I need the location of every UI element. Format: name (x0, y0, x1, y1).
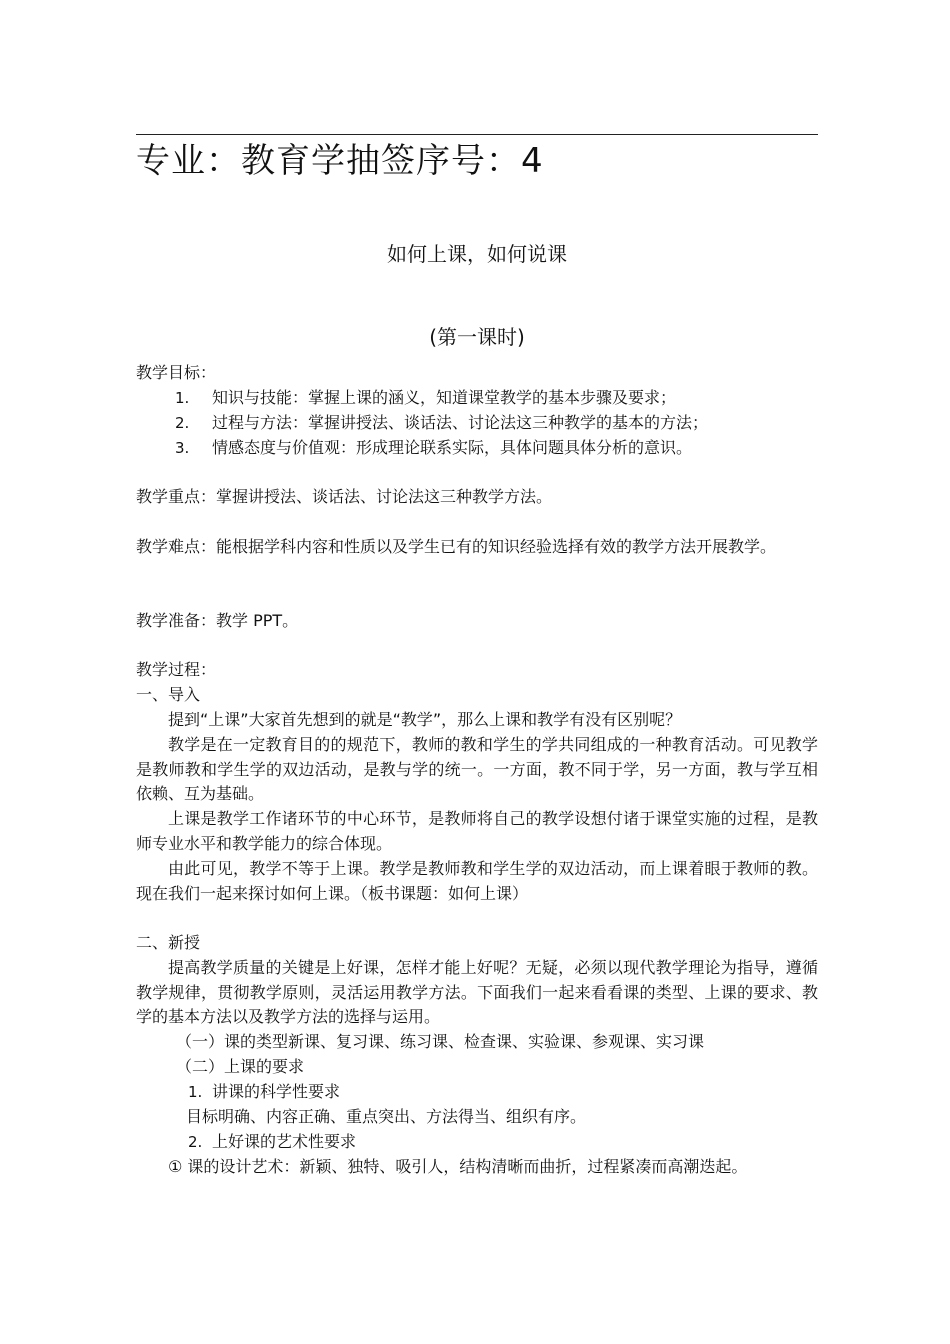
intro-heading: 一、导入 (136, 685, 201, 704)
objective-item: 过程与方法：掌握讲授法、谈话法、讨论法这三种教学的基本的方法； (212, 413, 709, 432)
difficulty-paragraph: 教学难点：能根据学科内容和性质以及学生已有的知识经验选择有效的教学方法开展教学。 (136, 537, 777, 556)
intro-paragraph: 提到“上课”大家首先想到的就是“教学”，那么上课和教学有没有区别呢？ (168, 710, 682, 729)
objectives-heading: 教学目标： (136, 363, 217, 382)
requirement-title: 上好课的艺术性要求 (212, 1132, 357, 1151)
objective-number: 2. (175, 414, 190, 432)
objective-number: 1. (175, 389, 190, 407)
intro-paragraph: 教学是在一定教育目的的规范下，教师的教和学生的学共同组成的一种教育活动。可见教学是教师教和学生学的双边活动，是教与学的统一。一方面，教不同于学，另一方面，教与学互相依赖、互为基础。 (136, 735, 818, 803)
lesson-period: (第一课时) (429, 325, 525, 349)
lesson-title: 如何上课，如何说课 (387, 242, 567, 266)
requirements-heading: （二）上课的要求 (176, 1057, 305, 1076)
page-header-title: 专业：教育学抽签序号：4 (136, 141, 544, 181)
header-rule (136, 134, 818, 135)
requirement-number: 2. (188, 1133, 203, 1151)
intro-paragraph: 上课是教学工作诸环节的中心环节，是教师将自己的教学设想付诸于课堂实施的过程，是教师专业水平和教学能力的综合体现。 (136, 809, 818, 853)
preparation: 教学准备：教学 PPT。 (136, 611, 299, 630)
requirement-title: 讲课的科学性要求 (212, 1082, 341, 1101)
requirement-detail: 目标明确、内容正确、重点突出、方法得当、组织有序。 (186, 1107, 587, 1126)
requirement-number: 1. (188, 1083, 203, 1101)
lesson-types: （一）课的类型新课、复习课、练习课、检查课、实验课、参观课、实习课 (176, 1032, 705, 1051)
intro-paragraph: 由此可见，教学不等于上课。教学是教师教和学生学的双边活动，而上课着眼于教师的教。现在我们一起来探讨如何上课。（板书课题：如何上课） (136, 859, 818, 903)
new-lesson-paragraph: 提高教学质量的关键是上好课，怎样才能上好呢？无疑，必须以现代教学理论为指导，遵循教学规律，贯彻教学原则，灵活运用教学方法。下面我们一起来看看课的类型、上课的要求、教学的基本方法以及教学方法的选择与运用。 (136, 958, 818, 1026)
new-lesson-heading: 二、新授 (136, 933, 201, 952)
requirement-detail: ① 课的设计艺术：新颖、独特、吸引人，结构清晰而曲折，过程紧凑而高潮迭起。 (168, 1157, 748, 1176)
process-heading: 教学过程： (136, 660, 217, 679)
key-point: 教学重点：掌握讲授法、谈话法、讨论法这三种教学方法。 (136, 487, 553, 506)
objective-item: 情感态度与价值观：形成理论联系实际，具体问题具体分析的意识。 (212, 438, 693, 457)
objective-item: 知识与技能：掌握上课的涵义，知道课堂教学的基本步骤及要求； (212, 388, 677, 407)
objective-number: 3. (175, 439, 190, 457)
